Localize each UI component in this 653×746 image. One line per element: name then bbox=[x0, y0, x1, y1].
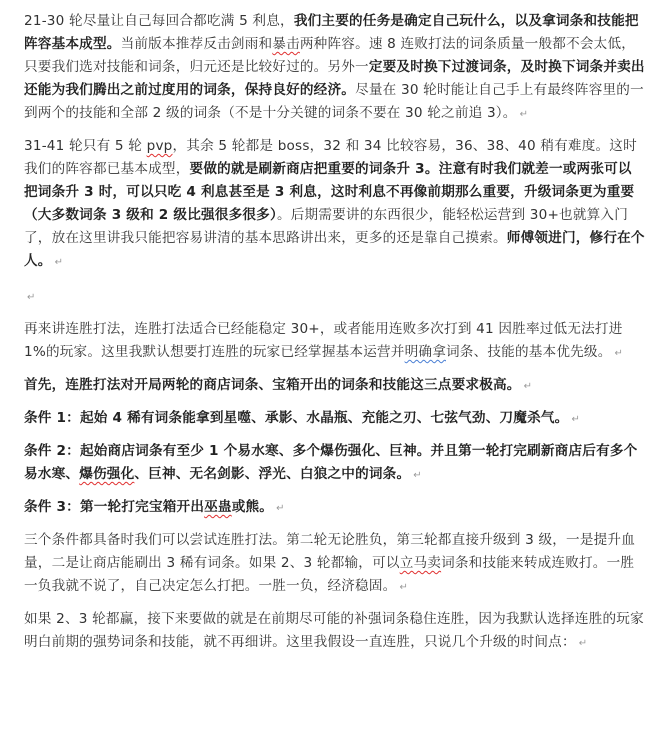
text-run: 再来讲连胜打法，连胜打法适合已经能稳定 30+，或者能用连败多次打到 41 因胜率过低无法打进 1%的玩家。这里我默认想要打连胜的玩家已经掌握基本运营并 bbox=[24, 321, 623, 360]
paragraph-condition-2 bbox=[24, 440, 645, 487]
paragraph-condition-1 bbox=[24, 407, 645, 431]
text-run: 。后期需要讲的东西很少，能轻松运营到 30+也就算入门了，放在这里讲我只能把容易讲清的基本思路讲出来，更多的还是靠自己摸索。 bbox=[24, 207, 629, 246]
paragraph-mark-icon: ↵ bbox=[614, 348, 624, 359]
paragraph-both-wins bbox=[24, 608, 645, 655]
paragraph-all-conditions bbox=[24, 529, 645, 599]
paragraph-mark-icon: ↵ bbox=[413, 470, 422, 481]
paragraph-mark-icon: ↵ bbox=[578, 638, 588, 649]
bold-text-run: 师傅领进门，修行在个人。 bbox=[24, 230, 645, 269]
text-run: 31-41 轮只有 5 轮 bbox=[24, 138, 147, 154]
bold-text-run: 条件 3：第一轮打完宝箱开出 bbox=[24, 499, 205, 515]
paragraph-condition-3 bbox=[24, 496, 645, 520]
bold-text-run: 首先，连胜打法对开局两轮的商店词条、宝箱开出的词条和技能这三点要求极高。 bbox=[24, 377, 521, 393]
bold-text-run: 条件 2：起始商店词条有至少 1 个易水寒、多个爆伤强化、巨神。并且第一轮打完刷新商店后有多个易水寒、 bbox=[24, 443, 638, 482]
paragraph-mark-icon: ↵ bbox=[276, 503, 285, 514]
paragraph-mark-icon: ↵ bbox=[399, 582, 409, 593]
bold-text-run: 或熊。 bbox=[231, 499, 274, 515]
paragraph-mark-icon: ↵ bbox=[523, 381, 533, 392]
text-run: 当前版本推荐反击剑雨和 bbox=[120, 36, 273, 52]
paragraph-mark-icon: ↵ bbox=[27, 292, 36, 303]
paragraph-mark-icon: ↵ bbox=[571, 414, 581, 425]
bold-text-run: 、巨神、无名剑影、浮光、白狼之中的词条。 bbox=[134, 466, 411, 482]
paragraph-requirements bbox=[24, 374, 645, 398]
paragraph-31-41-rounds bbox=[24, 135, 645, 274]
bold-text-run: 我们主要的任务是确定自己玩什么，以及拿词条和技能把阵容基本成型。 bbox=[24, 13, 639, 52]
spellcheck-underlined-word: 立马卖 bbox=[399, 555, 442, 571]
grammar-underlined-word: 明确拿 bbox=[404, 344, 446, 360]
bold-text-run: 要做的就是刷新商店把重要的词条升 3。注意有时我们就差一或两张可以把词条升 3 时，可以只吃 4 利息甚至是 3 利息，这时利息不再像前期那么重要，升级词条更为重要（大多数词条 3 级和 2 级比强很多很多） bbox=[24, 161, 635, 223]
empty-paragraph bbox=[24, 283, 645, 306]
bold-text-run: 条件 1：起始 4 稀有词条能拿到星噬、承影、水晶瓶、充能之刃、七弦气劲、刀魔杀气。 bbox=[24, 410, 569, 426]
paragraph-win-streak-intro bbox=[24, 318, 645, 365]
spellcheck-underlined-word: 暴击 bbox=[272, 36, 300, 52]
paragraph-mark-icon: ↵ bbox=[54, 257, 64, 268]
text-run: 如果 2、3 轮都赢，接下来要做的就是在前期尽可能的补强词条稳住连胜，因为我默认选择连胜的玩家明白前期的强势词条和技能，就不再细讲。这里我假设一直连胜，只说几个升级的时间点： bbox=[24, 611, 644, 650]
text-run: 三个条件都具备时我们可以尝试连胜打法。第二轮无论胜负，第三轮都直接升级到 3 级，一是提升血量，二是让商店能刷出 3 稀有词条。如果 2、3 轮都输，可以 bbox=[24, 532, 636, 571]
text-run: 两种阵容。速 8 连败打法的词条质量一般都不会太低，只要我们选对技能和词条，归元还是比较好过的。另外一 bbox=[24, 36, 636, 75]
spellcheck-underlined-word: 爆伤强化 bbox=[79, 466, 135, 482]
text-run: 21-30 轮尽量让自己每回合都吃满 5 利息， bbox=[24, 13, 294, 29]
paragraph-mark-icon: ↵ bbox=[519, 109, 529, 120]
spellcheck-underlined-word: pvp bbox=[146, 138, 173, 154]
text-run: ，其余 5 轮都是 boss，32 和 34 比较容易，36、38、40 稍有难度。这时我们的阵容都已基本成型， bbox=[24, 138, 637, 177]
bold-text-run: 定要及时换下过渡词条，及时换下词条并卖出还能为我们腾出之前过度用的词条，保持良好的经济。 bbox=[24, 59, 645, 98]
spellcheck-underlined-word: 巫蛊 bbox=[204, 499, 232, 515]
text-run: 词条、技能的基本优先级。 bbox=[446, 344, 612, 360]
text-run: 尽量在 30 轮时能让自己手上有最终阵容里的一到两个的技能和全部 2 级的词条（不是十分关键的词条不要在 30 轮之前追 3）。 bbox=[24, 82, 644, 121]
paragraph-21-30-rounds bbox=[24, 10, 645, 126]
text-run: 词条和技能来转成连败打。一胜一负我就不说了，自己决定怎么打把。一胜一负，经济稳固。 bbox=[24, 555, 635, 594]
